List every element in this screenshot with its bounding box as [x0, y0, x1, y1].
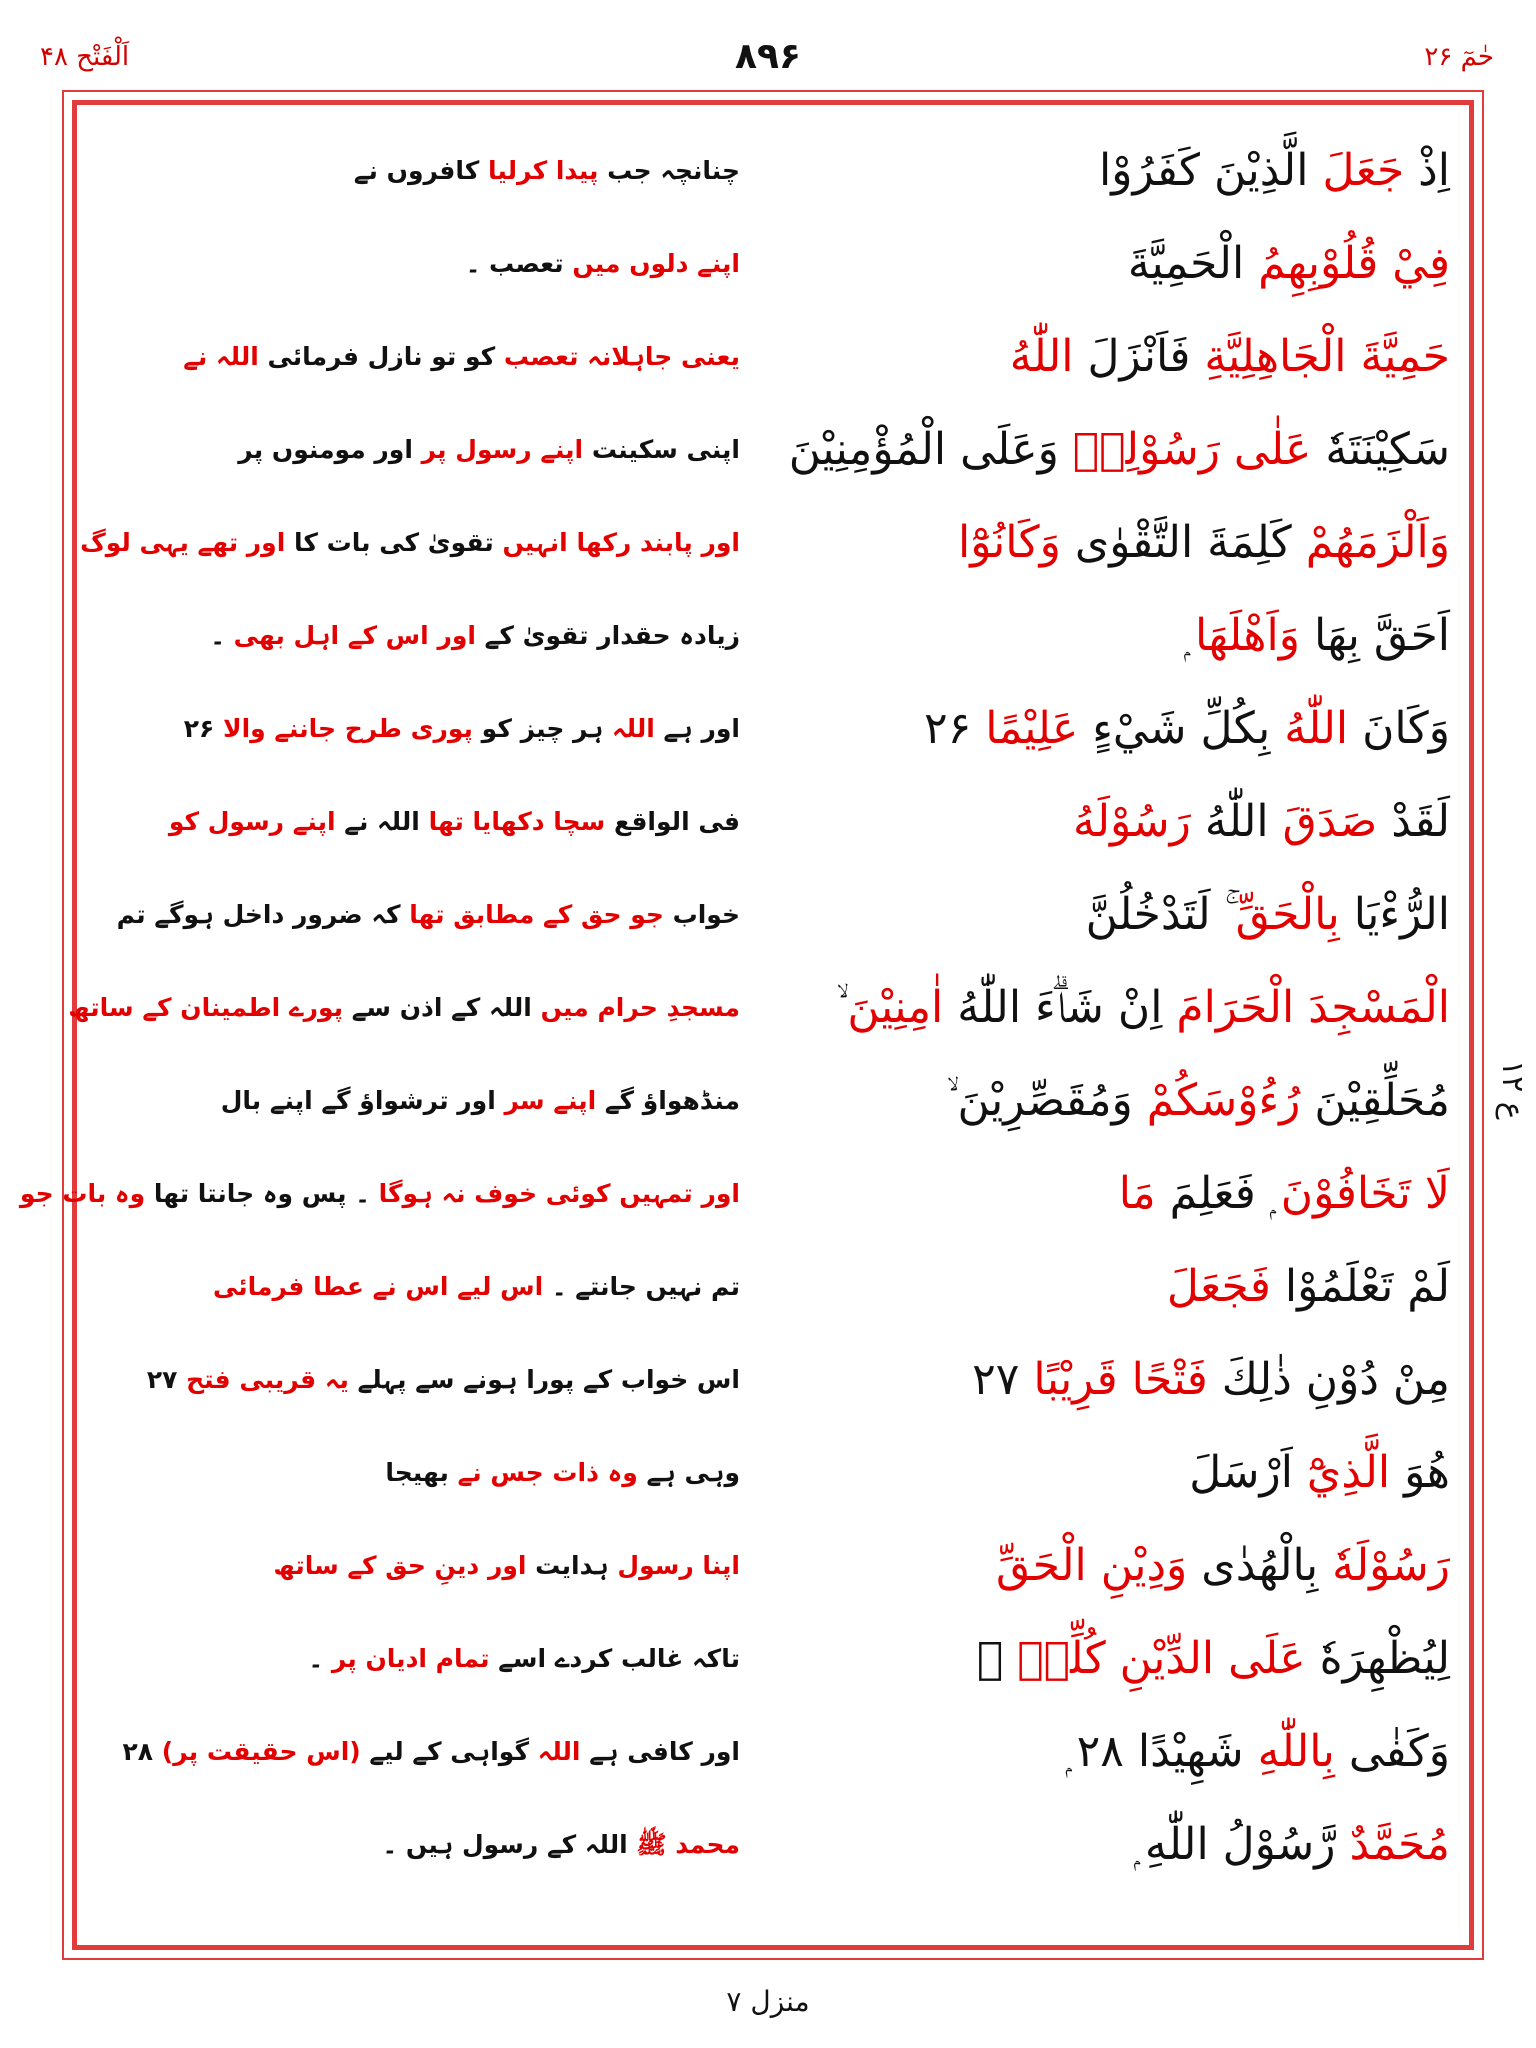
arabic-segment: عَلَى الدِّيْنِ كُلِّهٖ	[1017, 1633, 1306, 1684]
arabic-segment: اَحَقَّ بِهَا	[1299, 610, 1450, 661]
verse-rows	[19, 133, 1450, 1900]
verse-row	[100, 226, 1450, 319]
urdu-segment: وہ بات جو	[19, 1179, 146, 1208]
arabic-verse-line	[770, 319, 1450, 395]
urdu-segment: پورے اطمینان کے ساتھ	[68, 993, 344, 1022]
urdu-segment: تمام ادیان پر	[331, 1644, 490, 1673]
arabic-segment: عَلِيْمًا	[985, 703, 1079, 754]
urdu-translation-line	[140, 1536, 740, 1596]
arabic-segment: مَا	[1118, 1168, 1156, 1219]
arabic-segment: ۭ فَعَلِمَ	[1155, 1168, 1281, 1219]
urdu-translation-line	[140, 1071, 740, 1131]
urdu-segment: اور تمہیں کوئی خوف نہ ہوگا	[378, 1179, 740, 1208]
urdu-segment: منڈھواؤ گے	[596, 1086, 740, 1115]
verse-row	[100, 1249, 1450, 1342]
arabic-segment: صَدَقَ	[1282, 796, 1378, 847]
arabic-segment: الرُّءْيَا	[1339, 889, 1450, 940]
urdu-segment: ۲۸	[122, 1737, 162, 1766]
urdu-segment: ۔ پس وہ جانتا تھا	[145, 1179, 379, 1208]
urdu-segment: پیدا کرلیا	[488, 156, 599, 185]
urdu-segment: اس لیے اس نے عطا فرمائی	[212, 1272, 544, 1301]
arabic-verse-line	[770, 133, 1450, 209]
arabic-segment: الْمَسْجِدَ الْحَرَامَ	[1176, 982, 1450, 1033]
verse-row	[100, 598, 1450, 691]
urdu-segment: چنانچہ جب	[598, 156, 740, 185]
arabic-segment: لَقَدْ	[1377, 796, 1450, 847]
arabic-segment: فَاَنْزَلَ	[1073, 331, 1205, 382]
urdu-translation-line	[19, 1164, 740, 1224]
urdu-translation-line	[140, 1257, 740, 1317]
arabic-verse-line	[770, 691, 1450, 767]
urdu-segment: اپنا رسول	[617, 1551, 740, 1580]
urdu-segment: تم نہیں جانتے ۔	[543, 1272, 740, 1301]
arabic-segment: وَكَانُوْٓا	[958, 517, 1061, 568]
arabic-segment: ۲۶	[924, 703, 986, 754]
urdu-translation-line	[140, 792, 740, 852]
verse-row	[100, 133, 1450, 226]
urdu-segment: بھیجا	[385, 1458, 458, 1487]
urdu-segment: کہ ضرور داخل ہوگے تم	[116, 900, 410, 929]
urdu-segment: اپنے رسول پر	[421, 435, 584, 464]
urdu-segment: اللہ نے	[183, 342, 259, 371]
arabic-segment: مُحَمَّدٌ	[1349, 1819, 1450, 1870]
urdu-segment: ۔	[210, 621, 234, 650]
urdu-segment: اور تھے یہی لوگ	[80, 528, 286, 557]
arabic-segment: فَتْحًا قَرِيْبًا	[1033, 1354, 1208, 1405]
arabic-segment: الَّذِيْنَ كَفَرُوْا	[1099, 145, 1323, 196]
arabic-segment: سَكِيْنَتَهٗ	[1311, 424, 1450, 475]
verse-row	[100, 784, 1450, 877]
arabic-verse-line	[770, 505, 1450, 581]
verse-row	[100, 877, 1450, 970]
arabic-segment: جَعَلَ	[1322, 145, 1405, 196]
arabic-segment: لِيُظْهِرَهٗ	[1305, 1633, 1450, 1684]
arabic-verse-line	[770, 1156, 1450, 1232]
arabic-segment: اِذْ	[1404, 145, 1450, 196]
arabic-segment: ۭ	[976, 1633, 1018, 1684]
urdu-segment: اپنی سکینت	[583, 435, 740, 464]
arabic-segment: اَرْسَلَ	[1189, 1447, 1307, 1498]
urdu-translation-line	[140, 699, 740, 759]
urdu-segment: پوری طرح جاننے والا	[222, 714, 473, 743]
arabic-segment: ۲۷	[972, 1354, 1034, 1405]
urdu-segment: اس خواب کے پورا ہونے سے پہلے	[348, 1365, 740, 1394]
urdu-segment: تعصب ۔	[465, 249, 573, 278]
arabic-segment: وَاَلْزَمَهُمْ	[1305, 517, 1450, 568]
arabic-segment: بِالْهُدٰى	[1187, 1540, 1333, 1591]
surah-header-right: حٰمٓ ۲۶	[1424, 42, 1494, 72]
urdu-segment: محمد ﷺ	[636, 1830, 740, 1859]
verse-row	[100, 691, 1450, 784]
urdu-segment: اپنے دلوں میں	[572, 249, 740, 278]
arabic-segment: عَلٰى رَسُوْلِهٖ	[1072, 424, 1312, 475]
arabic-verse-line	[770, 1714, 1450, 1790]
urdu-segment: ہر چیز کو	[472, 714, 612, 743]
urdu-segment: وہی ہے	[637, 1458, 740, 1487]
urdu-translation-line	[140, 141, 740, 201]
verse-row	[100, 1063, 1450, 1156]
arabic-segment: اللّٰهُ	[1009, 331, 1074, 382]
urdu-segment: جو حق کے مطابق تھا	[409, 900, 664, 929]
verse-row	[80, 505, 1450, 598]
urdu-translation-line	[116, 885, 740, 945]
page-number: ۸۹۶	[735, 36, 801, 77]
arabic-segment: بِاللّٰهِ	[1257, 1726, 1335, 1777]
urdu-segment: اور مومنوں پر	[238, 435, 422, 464]
arabic-segment: هُوَ	[1390, 1447, 1450, 1498]
verse-row	[100, 1528, 1450, 1621]
urdu-segment: کو تو نازل فرمائی	[258, 342, 504, 371]
urdu-translation-line	[140, 327, 740, 387]
verse-row	[68, 970, 1450, 1063]
arabic-segment: ۙ	[836, 982, 848, 1033]
arabic-segment: اٰمِنِيْنَ	[847, 982, 944, 1033]
arabic-segment: ۭ	[1184, 610, 1196, 661]
arabic-segment: وَاَهْلَهَا	[1195, 610, 1300, 661]
arabic-segment: وَدِيْنِ الْحَقِّ	[996, 1540, 1188, 1591]
urdu-segment: اور پابند رکھا انہیں	[502, 528, 740, 557]
urdu-segment: اور اس کے اہل بھی	[233, 621, 476, 650]
urdu-translation-line	[140, 420, 740, 480]
arabic-verse-line	[770, 1621, 1450, 1697]
arabic-verse-line	[770, 1249, 1450, 1325]
urdu-segment: اللہ	[611, 714, 655, 743]
arabic-segment: رَّسُوْلُ اللّٰهِ ۭ	[1133, 1819, 1350, 1870]
arabic-segment: لَا تَخَافُوْنَ	[1280, 1168, 1450, 1219]
urdu-segment: اور کافی ہے	[580, 1737, 740, 1766]
urdu-segment: زیادہ حقدار تقویٰ کے	[475, 621, 740, 650]
urdu-segment: ۲۶	[183, 714, 223, 743]
urdu-segment: گواہی کے لیے	[360, 1737, 538, 1766]
urdu-segment: اور ترشواؤ گے اپنے بال	[220, 1086, 505, 1115]
urdu-translation-line	[140, 1629, 740, 1689]
urdu-segment: اپنے سر	[504, 1086, 597, 1115]
urdu-segment: سچا دکھایا تھا	[428, 807, 606, 836]
arabic-segment: فَجَعَلَ	[1166, 1261, 1271, 1312]
arabic-verse-line	[770, 784, 1450, 860]
urdu-segment: اللہ کے رسول ہیں ۔	[382, 1830, 637, 1859]
verse-row	[100, 1714, 1450, 1807]
arabic-verse-line	[770, 1342, 1450, 1418]
arabic-segment: شَهِيْدًا ۲۸ ۭ	[1065, 1726, 1258, 1777]
urdu-segment: (اس حقیقت پر)	[161, 1737, 361, 1766]
arabic-verse-line	[770, 412, 1450, 488]
urdu-segment: وہ ذات جس نے	[457, 1458, 638, 1487]
arabic-segment: الَّذِيْٓ	[1306, 1447, 1391, 1498]
urdu-segment: تقویٰ کی بات کا	[285, 528, 503, 557]
urdu-segment: تاکہ غالب کردے اسے	[489, 1644, 740, 1673]
urdu-segment: ۲۷	[146, 1365, 187, 1394]
urdu-segment: یہ قریبی فتح	[186, 1365, 349, 1394]
arabic-segment: حَمِيَّةَ الْجَاهِلِيَّةِ	[1204, 331, 1450, 382]
urdu-translation-line	[140, 1350, 740, 1410]
urdu-segment: کافروں نے	[353, 156, 489, 185]
arabic-segment: بِالْحَقِّ	[1235, 889, 1340, 940]
arabic-verse-line	[770, 1528, 1450, 1604]
urdu-segment: اور ہے	[654, 714, 740, 743]
urdu-segment: خواب	[663, 900, 740, 929]
urdu-translation-line	[140, 1443, 740, 1503]
verse-row	[100, 1621, 1450, 1714]
surah-header-left: اَلْفَتْح ۴۸	[40, 42, 130, 72]
arabic-segment: اِنْ شَاۗءَ اللّٰهُ	[943, 982, 1177, 1033]
urdu-translation-line	[122, 1722, 740, 1782]
verse-row	[19, 1156, 1450, 1249]
arabic-segment: اللّٰهُ	[1284, 703, 1349, 754]
verse-row	[100, 319, 1450, 412]
urdu-segment: ہدایت	[526, 1551, 618, 1580]
urdu-translation-line	[68, 978, 740, 1038]
urdu-segment: اللہ کے اذن سے	[343, 993, 541, 1022]
arabic-segment: كَلِمَةَ التَّقْوٰى	[1060, 517, 1306, 568]
verse-row	[100, 1807, 1450, 1900]
arabic-verse-line	[770, 226, 1450, 302]
arabic-segment: مِنْ دُوْنِ ذٰلِكَ	[1207, 1354, 1450, 1405]
arabic-verse-line	[770, 877, 1450, 953]
urdu-translation-line	[80, 513, 740, 573]
arabic-segment: رُءُوْسَكُمْ	[1146, 1075, 1301, 1126]
urdu-translation-line	[140, 234, 740, 294]
urdu-translation-line	[140, 1815, 740, 1875]
urdu-segment: اللہ نے	[335, 807, 429, 836]
urdu-segment: فی الواقع	[605, 807, 740, 836]
verse-row	[100, 1435, 1450, 1528]
arabic-verse-line	[770, 1063, 1450, 1139]
urdu-segment: یعنی جاہلانہ تعصب	[503, 342, 740, 371]
verse-row	[100, 1342, 1450, 1435]
arabic-segment: وَكَانَ	[1348, 703, 1450, 754]
arabic-verse-line	[770, 1807, 1450, 1883]
arabic-segment: وَكَفٰى	[1334, 1726, 1450, 1777]
arabic-segment: فِيْ قُلُوْبِهِمُ	[1258, 238, 1450, 289]
manzil-footer: منزل ۷	[726, 1985, 810, 2018]
arabic-segment: لَمْ تَعْلَمُوْا	[1270, 1261, 1450, 1312]
arabic-segment: اللّٰهُ	[1190, 796, 1283, 847]
arabic-verse-line	[770, 598, 1450, 674]
arabic-segment: رَسُوْلَهُ	[1073, 796, 1191, 847]
urdu-segment: ۔	[308, 1644, 332, 1673]
arabic-segment: بِكُلِّ شَيْءٍ	[1078, 703, 1285, 754]
arabic-segment: وَعَلَى الْمُؤْمِنِيْنَ	[788, 424, 1073, 475]
urdu-translation-line	[140, 606, 740, 666]
arabic-segment: رَسُوْلَهٗ	[1332, 1540, 1450, 1591]
arabic-segment: ۚ لَتَدْخُلُنَّ	[1085, 889, 1236, 940]
urdu-segment: اور دینِ حق کے ساتھ	[273, 1551, 527, 1580]
verse-row	[100, 412, 1450, 505]
urdu-segment: مسجدِ حرام میں	[540, 993, 740, 1022]
arabic-segment: مُحَلِّقِيْنَ	[1300, 1075, 1450, 1126]
arabic-segment: الْحَمِيَّةَ	[1127, 238, 1259, 289]
urdu-segment: اللہ	[537, 1737, 581, 1766]
arabic-verse-line	[770, 970, 1450, 1046]
arabic-verse-line	[770, 1435, 1450, 1511]
urdu-segment: اپنے رسول کو	[168, 807, 336, 836]
ruku-marker: ع ۱۲	[1495, 1060, 1530, 1120]
arabic-segment: وَمُقَصِّرِيْنَ ۙ	[946, 1075, 1147, 1126]
